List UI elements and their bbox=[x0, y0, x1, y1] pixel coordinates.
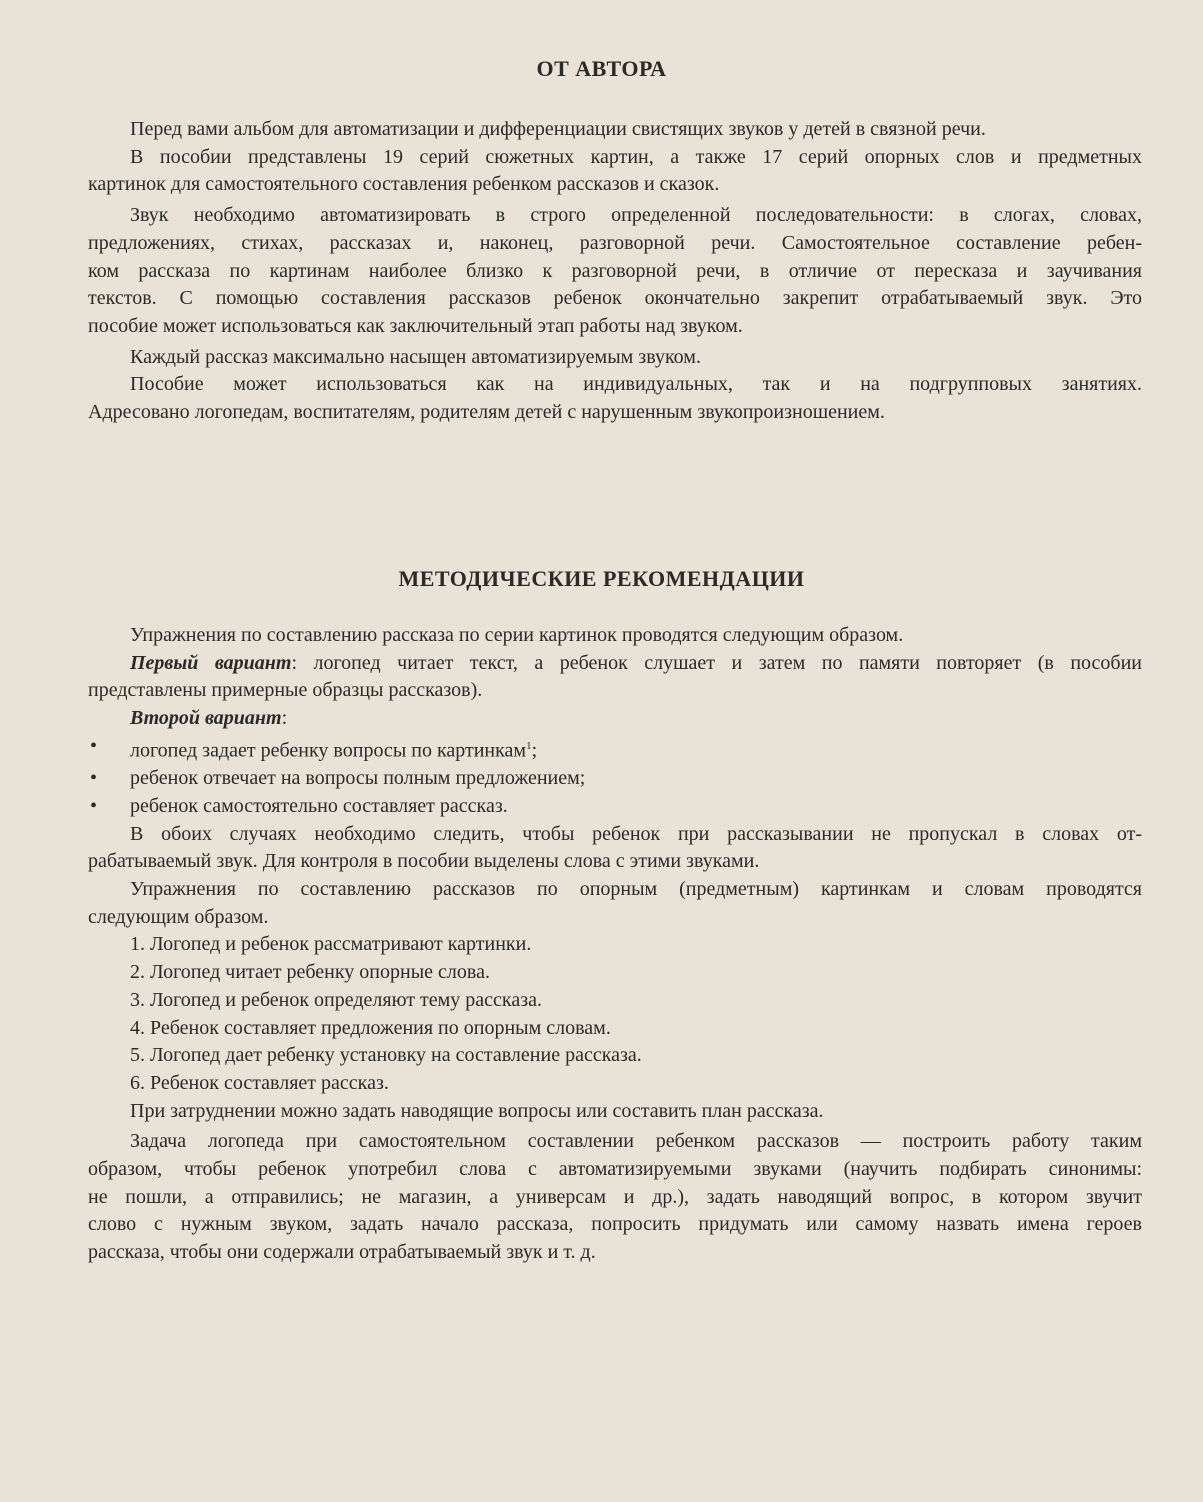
paragraph-line: Пособие может использоваться как на индивидуальных, так и на подгрупповых занятиях. bbox=[130, 373, 1142, 396]
bullet-icon: • bbox=[90, 767, 98, 790]
paragraph-line: Каждый рассказ максимально насыщен автоматизируемым звуком. bbox=[130, 345, 701, 368]
paragraph-line: представлены примерные образцы рассказов). bbox=[88, 679, 483, 702]
paragraph-line: текстов. С помощью составления рассказов ребенок окончательно закрепит отрабатываемый звук. Это bbox=[88, 287, 1142, 310]
paragraph-line: образом, чтобы ребенок употребил слова с автоматизируемыми звуками (научить подбирать синонимы: bbox=[88, 1158, 1142, 1181]
paragraph-line bbox=[88, 650, 1142, 678]
variant1-label: Первый вариант bbox=[130, 651, 292, 674]
paragraph-line: Адресовано логопедам, воспитателям, родителям детей с нарушенным звукопроизношением. bbox=[88, 401, 885, 424]
from-author-body bbox=[88, 116, 1142, 427]
paragraph-line: картинок для самостоятельного составления ребенком рассказов и сказок. bbox=[88, 173, 720, 196]
colon: : bbox=[281, 707, 288, 730]
step-item: 1. Логопед и ребенок рассматривают картинки. bbox=[130, 933, 532, 956]
step-item: 4. Ребенок составляет предложения по опорным словам. bbox=[130, 1016, 611, 1039]
paragraph-line: рассказа, чтобы они содержали отрабатываемый звук и т. д. bbox=[88, 1241, 596, 1264]
paragraph-line: предложениях, стихах, рассказах и, наконец, разговорной речи. Самостоятельное составление ребен- bbox=[88, 231, 1142, 254]
step-item: 3. Логопед и ребенок определяют тему рассказа. bbox=[130, 988, 542, 1011]
variant2-label: Второй вариант bbox=[130, 707, 282, 730]
step-item: 2. Логопед читает ребенку опорные слова. bbox=[130, 961, 490, 984]
footnote-mark: 1 bbox=[526, 739, 532, 752]
variant1-text: : логопед читает текст, а ребенок слушает и затем по памяти повторяет (в пособии bbox=[291, 651, 1142, 674]
bullet-icon: • bbox=[90, 794, 98, 817]
paragraph-line: слово с нужным звуком, задать начало рассказа, попросить придумать или самому назвать имена героев bbox=[88, 1213, 1142, 1236]
paragraph-line: Задача логопеда при самостоятельном составлении ребенком рассказов — построить работу таким bbox=[130, 1130, 1142, 1153]
bullet-icon: • bbox=[90, 734, 98, 757]
paragraph-line: Звук необходимо автоматизировать в строго определенной последовательности: в слогах, словах, bbox=[130, 204, 1142, 227]
section-title-methodical-recommendations: МЕТОДИЧЕСКИЕ РЕКОМЕНДАЦИИ bbox=[398, 566, 805, 591]
paragraph-line: При затруднении можно задать наводящие вопросы или составить план рассказа. bbox=[130, 1099, 824, 1122]
paragraph-line: Перед вами альбом для автоматизации и дифференциации свистящих звуков у детей в связной речи. bbox=[130, 118, 986, 140]
paragraph-line: В пособии представлены 19 серий сюжетных картин, а также 17 серий опорных слов и предметных bbox=[130, 145, 1142, 168]
punct: ; bbox=[531, 739, 538, 762]
paragraph-line: рабатываемый звук. Для контроля в пособии выделены слова с этими звуками. bbox=[88, 850, 760, 873]
paragraph-line: Упражнения по составлению рассказа по серии картинок проводятся следующим образом. bbox=[130, 624, 904, 646]
paragraph-line: В обоих случаях необходимо следить, чтобы ребенок при рассказывании не пропускал в словах от- bbox=[130, 822, 1142, 845]
step-item: 5. Логопед дает ребенку установку на составление рассказа. bbox=[130, 1044, 642, 1067]
bullet-text: ребенок самостоятельно составляет рассказ. bbox=[130, 794, 508, 817]
step-item: 6. Ребенок составляет рассказ. bbox=[130, 1071, 389, 1094]
paragraph-line: Упражнения по составлению рассказов по опорным (предметным) картинкам и словам проводятся bbox=[130, 877, 1142, 900]
paragraph-line: не пошли, а отправились; не магазин, а универсам и др.), задать наводящий вопрос, в котором звучит bbox=[88, 1185, 1142, 1208]
bullet-item bbox=[88, 765, 1142, 793]
paragraph-line: пособие может использоваться как заключительный этап работы над звуком. bbox=[88, 314, 743, 337]
bullet-text: ребенок отвечает на вопросы полным предложением; bbox=[130, 767, 586, 790]
recommendations-body bbox=[88, 622, 1142, 1267]
bullet-item bbox=[88, 793, 1142, 821]
section-title-from-author: ОТ АВТОРА bbox=[536, 56, 667, 81]
paragraph-line: ком рассказа по картинам наиболее близко к разговорной речи, в отличие от пересказа и заучивания bbox=[88, 259, 1142, 282]
paragraph-line bbox=[88, 705, 1142, 733]
bullet-text: логопед задает ребенку вопросы по картинкам bbox=[130, 739, 527, 762]
paragraph-line: следующим образом. bbox=[88, 905, 269, 928]
bullet-item bbox=[88, 733, 1142, 765]
